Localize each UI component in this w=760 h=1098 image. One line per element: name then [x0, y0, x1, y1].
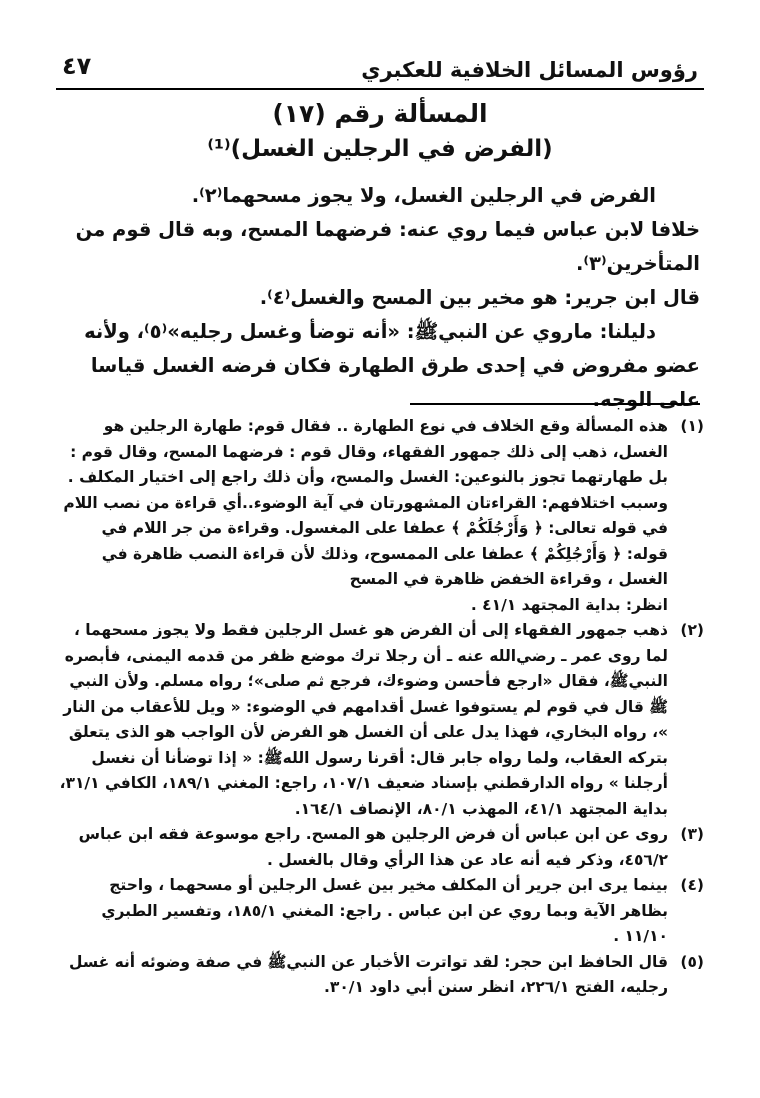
- body-paragraph: قال ابن جرير: هو مخير بين المسح والغسل⁽٤⁾.: [259, 286, 700, 309]
- footnote-number: (٣): [680, 825, 704, 843]
- footnote-paragraph: هذه المسألة وقع الخلاف في نوع الطهارة .. فقال قوم: طهارة الرجلين هو الغسل، ذهب إلى ذلك جمهور الفقهاء، وقال قوم : فرضهما المسح، وقال قوم : بل طهارتهما تجوز بالنوعين: الغسل والمسح، وأن ذلك راجع إلى اختيار المكلف .: [67, 417, 668, 486]
- footnote-paragraph: قال الحافظ ابن حجر: لقد تواترت الأخبار عن النبيﷺ في صفة وضوئه أنه غسل رجليه، الفتح ٢٢٦/١، انظر سنن أبي داود ٣٠/١.: [69, 952, 668, 996]
- running-title: رؤوس المسائل الخلافية للعكبري: [361, 58, 698, 82]
- page-number: ٤٧: [62, 52, 92, 80]
- footnote-4: [58, 873, 704, 950]
- footnote-rule: [410, 403, 700, 405]
- footnote-number: (٤): [680, 876, 704, 894]
- footnote-paragraph: وسبب اختلافهم: القراءتان المشهورتان في آية الوضوء..أي قراءة من نصب اللام في قوله تعالى: ﴿ وَأَرْجُلَكُمْ ﴾ عطفا على المغسول. وقراءة من جر اللام في قوله: ﴿ وَأَرْجُلِكُمْ ﴾ عطفا على الممسوح، وذلك لأن قراءة النصب ظاهرة في الغسل ، وقراءة الخفض ظاهرة في المسح: [63, 493, 668, 588]
- footnote-paragraph: روى عن ابن عباس أن فرض الرجلين هو المسح. راجع موسوعة فقه ابن عباس ٤٥٦/٢، وذكر فيه أنه عاد عن هذا الرأي وقال بالغسل .: [78, 825, 668, 869]
- footnote-3: [58, 822, 704, 873]
- footnote-2: [58, 618, 704, 822]
- body-paragraph: الفرض في الرجلين الغسل، ولا يجوز مسحهما⁽٢⁾.: [191, 184, 656, 207]
- issue-title: المسألة رقم (١٧): [272, 99, 488, 128]
- issue-subtitle: (الفرض في الرجلين الغسل)⁽¹⁾: [207, 136, 553, 162]
- header-rule: [56, 88, 704, 90]
- footnote-number: (١): [680, 417, 704, 435]
- footnote-1: [58, 414, 704, 618]
- footnote-paragraph: بينما يرى ابن جرير أن المكلف مخير بين غسل الرجلين أو مسحهما ، واحتج بظاهر الآية وبما روي عن ابن عباس . راجع: المغني ١٨٥/١، وتفسير الطبري ١١/١٠ .: [101, 876, 668, 945]
- footnote-paragraph: انظر: بداية المجتهد ٤١/١ .: [470, 595, 668, 614]
- body-text: [58, 179, 700, 417]
- footnotes: [58, 414, 704, 1001]
- footnote-paragraph: ذهب جمهور الفقهاء إلى أن الفرض هو غسل الرجلين فقط ولا يجوز مسحهما ، لما روى عمر ـ رضي‌الله عنه ـ أن رجلا ترك موضع ظفر من قدمه اليمنى، فأبصره النبيﷺ، فقال «ارجع فأحسن وضوءك، فرجع ثم صلى»؛ رواه مسلم. ولأن النبي ﷺ قال في قوم لم يستوفوا غسل أقدامهم في الوضوء: « ويل للأعقاب من النار »، رواه البخاري، فهذا يدل على أن الغسل هو الفرض لأن الواجب هو الذى يتعلق بتركه العقاب، ولما رواه جابر قال: أقرنا رسول اللهﷺ: « إذا توضأنا أن نغسل أرجلنا » رواه الدارقطني بإسناد ضعيف ١٠٧/١، راجع: المغني ١٨٩/١، الكافي ٣١/١، بداية المجتهد ٤١/١، المهذب ٨٠/١، الإنصاف ١٦٤/١.: [59, 621, 668, 818]
- footnote-5: [58, 950, 704, 1001]
- footnote-number: (٢): [680, 621, 704, 639]
- body-paragraph: دليلنا: ماروي عن النبيﷺ: «أنه توضأ وغسل رجليه»⁽٥⁾، ولأنه عضو مفروض في إحدى طرق الطهارة فكان فرضه الغسل قياسا على الوجه.: [84, 320, 700, 411]
- footnote-number: (٥): [680, 952, 704, 971]
- body-paragraph: خلافا لابن عباس فيما روي عنه: فرضهما المسح، وبه قال قوم من المتأخرين⁽٣⁾.: [75, 218, 700, 275]
